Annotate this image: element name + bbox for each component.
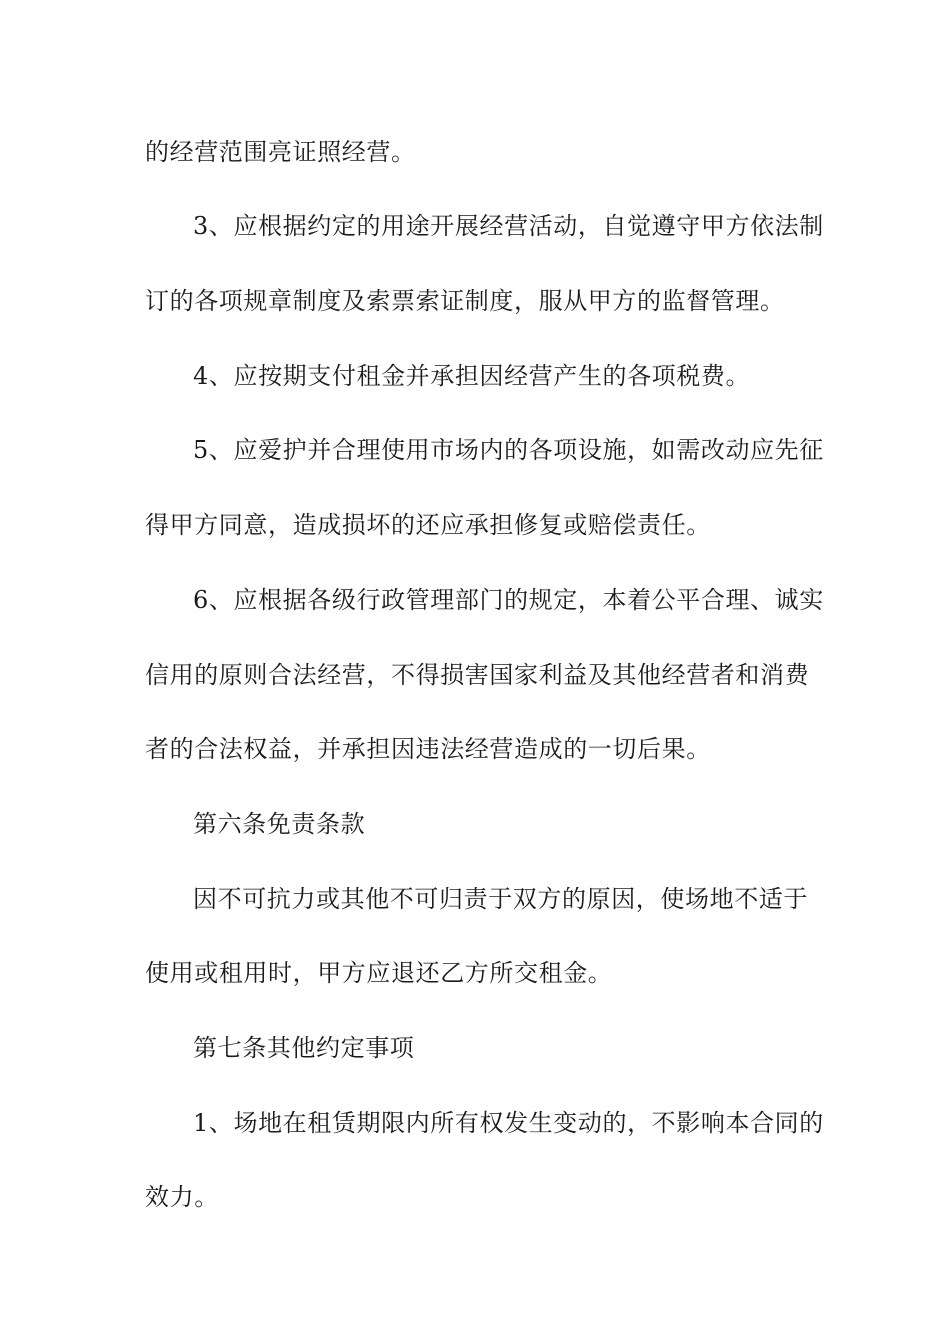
text-line-11: 因不可抗力或其他不可归责于双方的原因，使场地不适于 <box>193 885 808 913</box>
text-line-9: 者的合法权益，并承担因违法经营造成的一切后果。 <box>145 735 711 763</box>
text-line-8: 信用的原则合法经营，不得损害国家利益及其他经营者和消费 <box>145 661 810 689</box>
text-line-6: 得甲方同意，造成损坏的还应承担修复或赔偿责任。 <box>145 511 711 539</box>
text-line-5: 5、应爱护并合理使用市场内的各项设施，如需改动应先征 <box>193 436 824 464</box>
text-line-2: 3、应根据约定的用途开展经营活动，自觉遵守甲方依法制 <box>193 212 824 240</box>
text-line-15: 效力。 <box>145 1183 219 1211</box>
text-line-7: 6、应根据各级行政管理部门的规定，本着公平合理、诚实 <box>193 586 824 614</box>
text-line-3: 订的各项规章制度及索票索证制度，服从甲方的监督管理。 <box>145 287 785 315</box>
text-line-4: 4、应按期支付租金并承担因经营产生的各项税费。 <box>193 362 751 390</box>
text-line-12: 使用或租用时，甲方应退还乙方所交租金。 <box>145 959 613 987</box>
section-heading-article-7: 第七条其他约定事项 <box>193 1034 415 1062</box>
section-heading-article-6: 第六条免责条款 <box>193 810 366 838</box>
text-line-14: 1、场地在租赁期限内所有权发生变动的，不影响本合同的 <box>193 1109 824 1137</box>
text-line-1: 的经营范围亮证照经营。 <box>145 138 416 166</box>
